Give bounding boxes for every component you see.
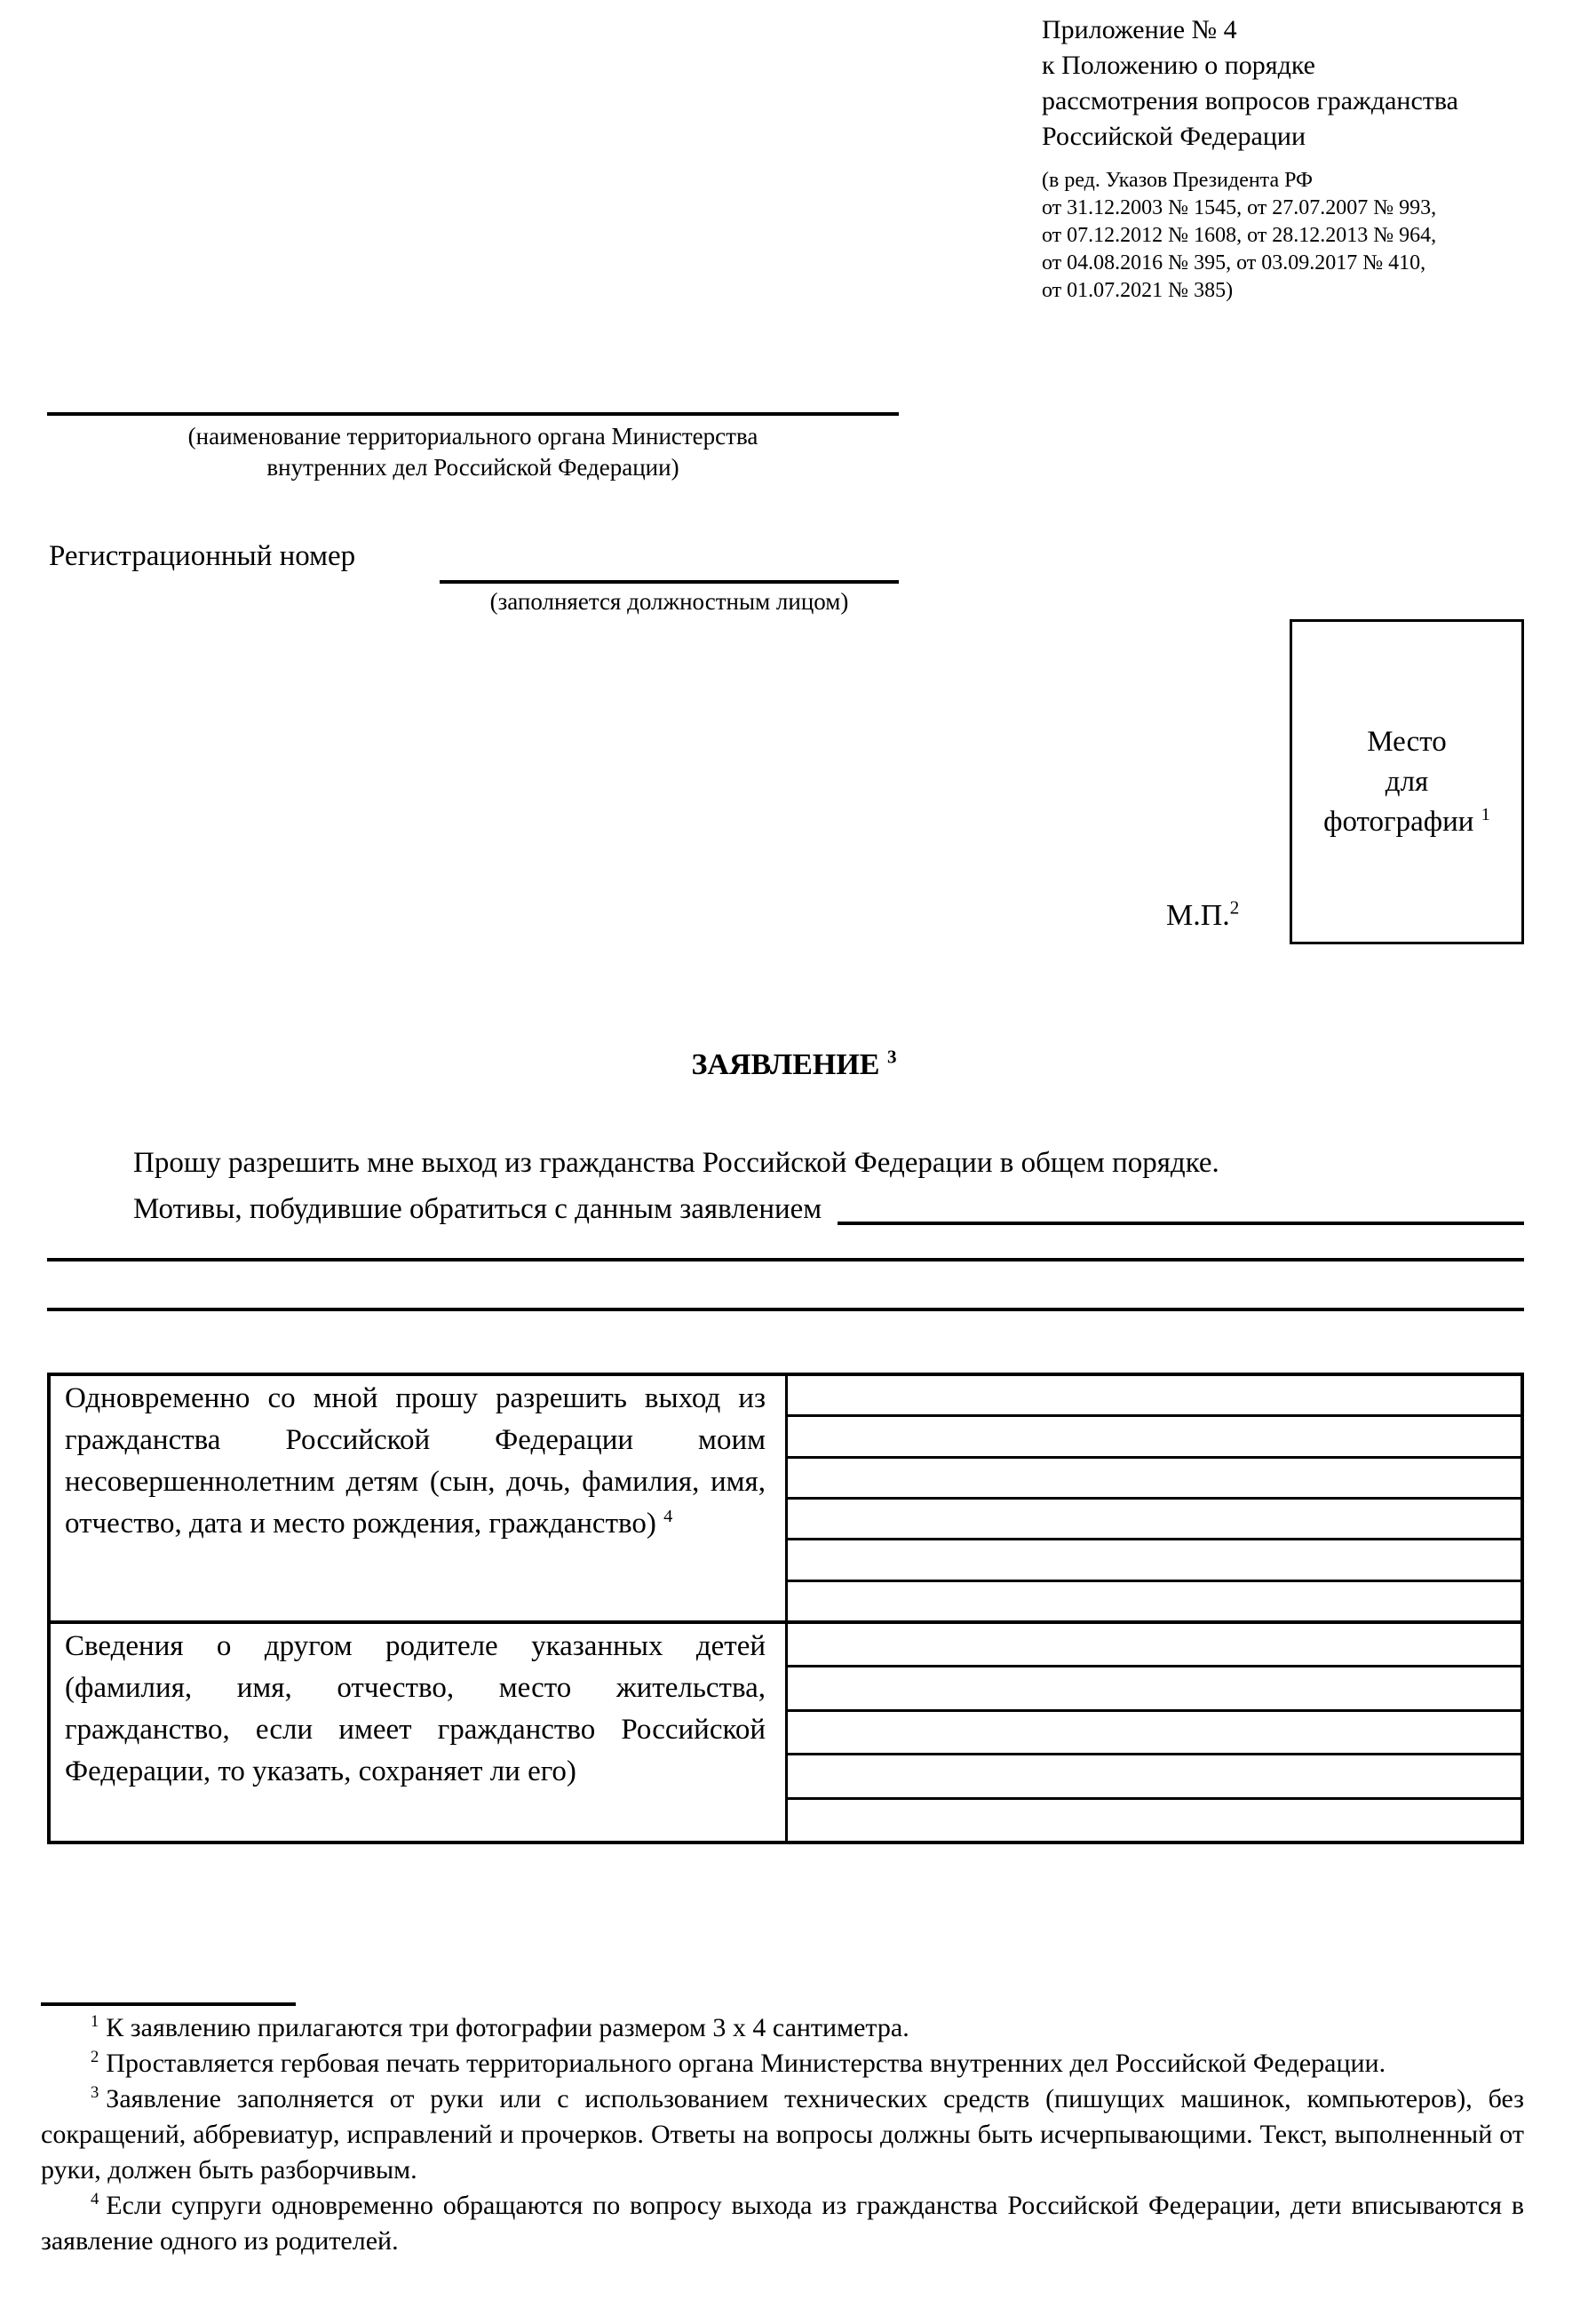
registration-number-blank-line[interactable] [440,540,899,584]
edition-note [1042,167,1575,305]
photo-box-text-line: для [1385,765,1429,798]
footnote-ref-3: 3 [886,1046,897,1068]
motives-text: Мотивы, побудившие обратиться с данным заявлением [133,1193,822,1225]
table-row-other-parent [51,1624,1521,1841]
children-row-label: Одновременно со мной прошу разрешить выход из гражданства Российской Федерации моим несовершеннолетним детям (сын, дочь, фамилия, имя, отчество, дата и место рождения, гражданство) $^4$ [51,1376,788,1620]
request-text-line: Прошу разрешить мне выход из гражданства Российской Федерации в общем порядке. [133,1147,1219,1179]
footnote-separator [41,2002,296,2006]
edition-note-line: (в ред. Указов Президента РФ [1042,169,1314,192]
appendix-header-line: рассмотрения вопросов гражданства [1042,86,1458,115]
footnotes [41,2010,1524,2259]
org-name-caption [47,416,899,483]
motives-blank-line-3[interactable] [47,1308,1524,1311]
registration-number-label: Регистрационный номер [49,540,356,572]
motives-blank-line[interactable] [838,1186,1524,1225]
table-input-line[interactable] [788,1712,1521,1755]
org-name-caption-line: (наименование территориального органа Министерства [187,423,758,450]
table-input-line[interactable] [788,1417,1521,1458]
table-input-line[interactable] [788,1540,1521,1581]
appendix-header-line: к Положению о порядке [1042,51,1315,80]
org-name-blank-line[interactable] [47,364,899,416]
footnote-2: $^2$ Проставляется гербовая печать территориального органа Министерства внутренних дел Российской Федерации. [91,2048,1386,2078]
table-input-line[interactable] [788,1459,1521,1500]
other-parent-row-label: Сведения о другом родителе указанных детей (фамилия, имя, отчество, место жительства, гражданство, если имеет гражданство Российской Федерации, то указать, сохраняет ли его) [51,1624,788,1841]
appendix-header [1042,12,1575,305]
footnote-ref-4: 4 [663,1507,673,1526]
stamp-place-label: М.П.$^2$ [1166,896,1240,932]
table-row-children [51,1376,1521,1624]
request-paragraph [133,1140,1524,1232]
edition-note-line: от 04.08.2016 № 395, от 03.09.2017 № 410, [1042,251,1426,275]
children-info-table [47,1373,1524,1844]
table-input-line[interactable] [788,1667,1521,1711]
table-input-line[interactable] [788,1582,1521,1620]
table-input-line[interactable] [788,1500,1521,1540]
edition-note-line: от 07.12.2012 № 1608, от 28.12.2013 № 964, [1042,224,1437,247]
org-name-section [47,364,899,483]
table-input-line[interactable] [788,1800,1521,1841]
footnote-4: $^4$ Если супруги одновременно обращаются по вопросу выхода из гражданства Российской Федерации, дети вписываются в заявление одного из родителей. [41,2190,1524,2256]
appendix-header-line: Приложение № 4 [1042,15,1237,44]
edition-note-line: от 31.12.2003 № 1545, от 27.07.2007 № 993, [1042,196,1437,219]
footnote-3: $^3$ Заявление заполняется от руки или с использованием технических средств (пишущих машинок, компьютеров), без сокращений, аббревиатур, исправлений и прочерков. Ответы на вопросы должны быть исчерпывающими. Текст, выполненный от руки, должен быть разборчивым. [41,2083,1524,2185]
footnote-ref-1: 1 [1481,804,1490,824]
photo-box-text-line: фотографии $^1$ [1323,804,1490,838]
footnote-ref-2: 2 [1229,896,1240,919]
appendix-header-line: Российской Федерации [1042,122,1306,151]
other-parent-input-lines [788,1624,1521,1841]
table-input-line[interactable] [788,1755,1521,1799]
org-name-caption-line: внутренних дел Российской Федерации) [266,454,679,481]
children-input-lines [788,1376,1521,1620]
photo-box-text-line: Место [1367,725,1447,758]
photo-box [1290,619,1524,944]
motives-blank-line-2[interactable] [47,1258,1524,1261]
table-input-line[interactable] [788,1624,1521,1667]
registration-number-caption: (заполняется должностным лицом) [489,588,849,615]
table-input-line[interactable] [788,1376,1521,1417]
document-title: ЗАЯВЛЕНИЕ $^3$ [691,1046,897,1081]
footnote-1: $^1$ К заявлению прилагаются три фотографии размером 3 x 4 сантиметра. [91,2012,909,2042]
registration-number-section [49,540,937,647]
edition-note-line: от 01.07.2021 № 385) [1042,279,1234,302]
